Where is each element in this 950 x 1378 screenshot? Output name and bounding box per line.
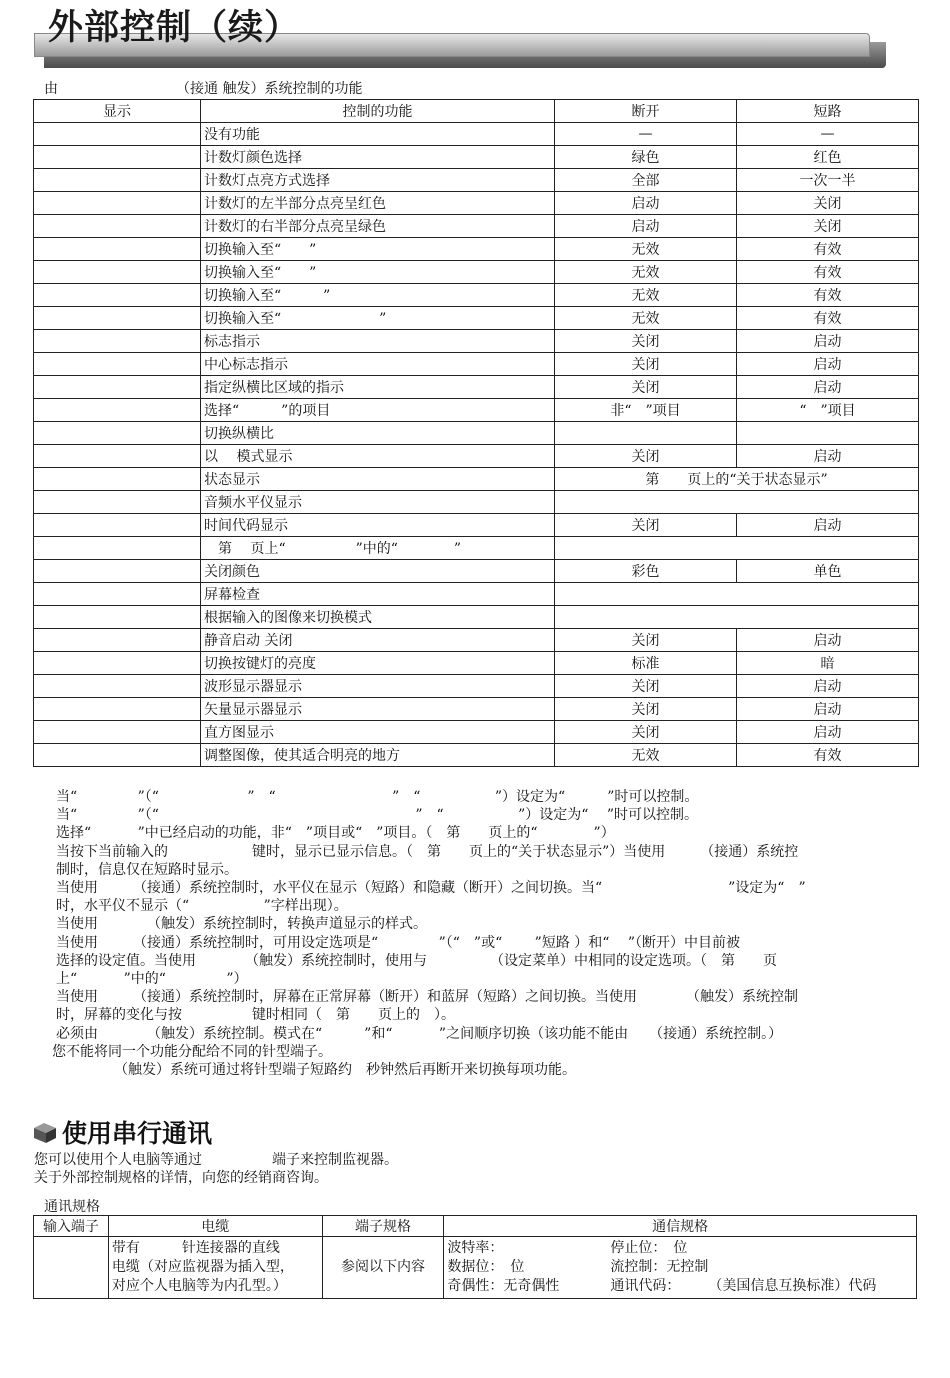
note-line: 当“ ”（“ ” “ ” “ ”）设定为“ ”时可以控制。 — [56, 789, 699, 805]
display-cell — [34, 284, 201, 307]
comm-item: 通讯代码： （美国信息互换标准）代码 — [610, 1278, 877, 1294]
function-cell: 根据输入的图像来切换模式 — [201, 606, 555, 629]
off-cell: 全部 — [555, 169, 737, 192]
note-line: 时，水平仪不显示（“ ”字样出现）。 — [56, 898, 348, 915]
off-cell: 关闭 — [555, 445, 737, 468]
on-cell: 一次一半 — [737, 169, 919, 192]
merged-cell — [555, 606, 919, 629]
note-line: 时，屏幕的变化与按 键时相同（ 第 页上的 ）。 — [56, 1007, 455, 1024]
function-cell: 矢量显示器显示 — [201, 698, 555, 721]
merged-cell — [555, 583, 919, 606]
table-row — [34, 491, 919, 514]
comm-line — [447, 1277, 913, 1296]
spec-col-comm: 通信规格 — [444, 1216, 917, 1237]
off-cell: 非“ ”项目 — [555, 399, 737, 422]
on-cell: 启动 — [737, 721, 919, 744]
function-cell: 屏幕检查 — [201, 583, 555, 606]
off-cell: 无效 — [555, 307, 737, 330]
off-cell: 启动 — [555, 192, 737, 215]
function-cell: 切换输入至“ ” — [201, 261, 555, 284]
display-cell — [34, 146, 201, 169]
spec-col-terminal: 端子规格 — [322, 1216, 444, 1237]
comm-item: 数据位： 位 — [447, 1259, 525, 1275]
note-line: 当按下当前输入的 键时，显示已显示信息。（ 第 页上的“关于状态显示”）当使用 （接通）系统控 — [56, 843, 799, 860]
function-cell: 状态显示 — [201, 468, 555, 491]
spec-col-cable: 电缆 — [108, 1216, 322, 1237]
on-cell — [737, 422, 919, 445]
display-cell — [34, 445, 201, 468]
note-line: 必须由 （触发）系统控制。模式在“ ”和“ ”之间顺序切换（该功能不能由 （接通）系统控制。） — [56, 1025, 783, 1042]
function-cell: 波形显示器显示 — [201, 675, 555, 698]
note-extra-1: 您不能将同一个功能分配给不同的针型端子。 — [52, 1043, 332, 1060]
function-cell: 切换纵横比 — [201, 422, 555, 445]
table-row — [34, 284, 919, 307]
cable-line: 对应个人电脑等为内孔型。） — [111, 1278, 287, 1294]
display-cell — [34, 376, 201, 399]
on-cell: 启动 — [737, 514, 919, 537]
function-cell: 计数灯颜色选择 — [201, 146, 555, 169]
col-header-on: 短路 — [737, 100, 919, 123]
display-cell — [34, 560, 201, 583]
table-row — [34, 169, 919, 192]
on-cell: 有效 — [737, 307, 919, 330]
note-line: 当使用 （接通）系统控制时，可用设定选项是“ ”（“ ”或“ ”短路 ）和“ ”（断开）中目前被 — [56, 934, 741, 951]
display-cell — [34, 629, 201, 652]
spec-row — [34, 1237, 917, 1299]
on-cell: 启动 — [737, 698, 919, 721]
comm-item: 流控制：无控制 — [610, 1259, 709, 1275]
table-row — [34, 261, 919, 284]
table-row — [34, 629, 919, 652]
section-title: 使用串行通讯 — [62, 1119, 213, 1148]
on-cell: 有效 — [737, 238, 919, 261]
note-line: 当使用 （接通）系统控制时，屏幕在正常屏幕（断开）和蓝屏（短路）之间切换。当使用 （触发）系统控制 — [56, 989, 798, 1006]
function-cell: 指定纵横比区域的指示 — [201, 376, 555, 399]
comm-line — [447, 1258, 913, 1277]
table-row — [34, 307, 919, 330]
table-row — [34, 353, 919, 376]
display-cell — [34, 744, 201, 767]
page-title: 外部控制（续） — [48, 8, 301, 48]
col-header-display: 显示 — [34, 100, 201, 123]
table-row — [34, 721, 919, 744]
note-line: 选择的设定值。当使用 （触发）系统控制时，使用与 （设定菜单）中相同的设定选项。（ 第 页 — [56, 952, 777, 969]
table-row — [34, 606, 919, 629]
comm-line — [447, 1239, 913, 1258]
off-cell: 无效 — [555, 744, 737, 767]
function-cell: 计数灯的右半部分点亮呈绿色 — [201, 215, 555, 238]
off-cell: 彩色 — [555, 560, 737, 583]
display-cell — [34, 468, 201, 491]
section-heading — [32, 1114, 212, 1150]
function-cell: 调整图像，使其适合明亮的地方 — [201, 744, 555, 767]
display-cell — [34, 583, 201, 606]
function-cell: 标志指示 — [201, 330, 555, 353]
display-cell — [34, 261, 201, 284]
display-cell — [34, 606, 201, 629]
display-cell — [34, 169, 201, 192]
section-paragraph — [34, 1151, 398, 1187]
note-line: 选择“ ”中已经启动的功能，非“ ”项目或“ ”项目。（ 第 页上的“ ”） — [56, 825, 615, 842]
off-cell: 关闭 — [555, 376, 737, 399]
on-cell: 启动 — [737, 330, 919, 353]
table-row — [34, 422, 919, 445]
display-cell — [34, 353, 201, 376]
display-cell — [34, 399, 201, 422]
off-cell: 关闭 — [555, 629, 737, 652]
table-row — [34, 376, 919, 399]
function-cell: 切换输入至“ ” — [201, 238, 555, 261]
function-cell: 计数灯点亮方式选择 — [201, 169, 555, 192]
note-line: 当使用 （接通）系统控制时，水平仪在显示（短路）和隐藏（断开）之间切换。当“ ”设定为“ ” — [56, 880, 806, 897]
cable-line: 带有 针连接器的直线 — [111, 1240, 280, 1256]
display-cell — [34, 721, 201, 744]
cube-icon — [32, 1121, 58, 1143]
on-cell: 有效 — [737, 284, 919, 307]
spec-header-row — [34, 1216, 917, 1237]
off-cell: 无效 — [555, 238, 737, 261]
col-header-function: 控制的功能 — [201, 100, 555, 123]
display-cell — [34, 698, 201, 721]
function-cell: 以 模式显示 — [201, 445, 555, 468]
table-row — [34, 238, 919, 261]
table-caption — [44, 78, 362, 98]
table-row — [34, 215, 919, 238]
off-cell: 关闭 — [555, 353, 737, 376]
function-cell: 没有功能 — [201, 123, 555, 146]
caption-text: （接通 触发）系统控制的功能 — [176, 81, 363, 97]
merged-cell: 第 页上的“关于状态显示” — [555, 468, 919, 491]
note-line: 上“ ”中的“ ”） — [56, 971, 248, 988]
on-cell: 启动 — [737, 675, 919, 698]
on-cell: 有效 — [737, 744, 919, 767]
display-cell — [34, 307, 201, 330]
on-cell: 关闭 — [737, 192, 919, 215]
function-cell: 计数灯的左半部分点亮呈红色 — [201, 192, 555, 215]
off-cell: 关闭 — [555, 330, 737, 353]
note-extra-2: （触发）系统可通过将针型端子短路约 秒钟然后再断开来切换每项功能。 — [114, 1062, 576, 1079]
spec-title: 通讯规格 — [44, 1199, 100, 1215]
on-cell: 启动 — [737, 376, 919, 399]
on-cell: “ ”项目 — [737, 399, 919, 422]
function-cell: 选择“ ”的项目 — [201, 399, 555, 422]
note-line: 当使用 （触发）系统控制时，转换声道显示的样式。 — [56, 916, 427, 933]
off-cell: 关闭 — [555, 721, 737, 744]
table-row — [34, 192, 919, 215]
on-cell: 关闭 — [737, 215, 919, 238]
off-cell: 无效 — [555, 284, 737, 307]
display-cell — [34, 238, 201, 261]
comm-item: 波特率： — [447, 1240, 504, 1256]
on-cell: 暗 — [737, 652, 919, 675]
table-row — [34, 744, 919, 767]
on-cell: 红色 — [737, 146, 919, 169]
off-cell: 标准 — [555, 652, 737, 675]
comm-item: 停止位： 位 — [610, 1240, 688, 1256]
display-cell — [34, 652, 201, 675]
off-cell: 关闭 — [555, 698, 737, 721]
merged-cell — [555, 491, 919, 514]
function-cell: 切换按键灯的亮度 — [201, 652, 555, 675]
on-cell: 启动 — [737, 353, 919, 376]
note-line: 制时，信息仅在短路时显示。 — [56, 861, 238, 878]
function-cell: 切换输入至“ ” — [201, 284, 555, 307]
function-table — [33, 99, 919, 767]
function-cell: 音频水平仪显示 — [201, 491, 555, 514]
on-cell: 有效 — [737, 261, 919, 284]
table-row — [34, 399, 919, 422]
function-cell: 关闭颜色 — [201, 560, 555, 583]
caption-prefix: 由 — [44, 81, 58, 97]
function-cell: 中心标志指示 — [201, 353, 555, 376]
spec-input-cell — [34, 1237, 109, 1299]
spec-comm-cell — [444, 1237, 917, 1299]
table-row — [34, 698, 919, 721]
page-header — [0, 0, 950, 80]
on-cell: 启动 — [737, 445, 919, 468]
spec-table — [33, 1215, 917, 1299]
display-cell — [34, 123, 201, 146]
table-row — [34, 583, 919, 606]
table-row — [34, 514, 919, 537]
function-cell: 第 页上“ ”中的“ ” — [201, 537, 555, 560]
off-cell: 关闭 — [555, 514, 737, 537]
display-cell — [34, 422, 201, 445]
off-cell: — — [555, 123, 737, 146]
display-cell — [34, 330, 201, 353]
display-cell — [34, 491, 201, 514]
display-cell — [34, 192, 201, 215]
note-line: 当“ ”（“ ” “ ”）设定为“ ”时可以控制。 — [56, 807, 699, 824]
table-row — [34, 146, 919, 169]
comm-item: 奇偶性：无奇偶性 — [447, 1278, 560, 1294]
cable-line: 电缆（对应监视器为插入型， — [111, 1259, 294, 1275]
display-cell — [34, 215, 201, 238]
table-row — [34, 468, 919, 491]
spec-terminal-cell: 参阅以下内容 — [322, 1237, 444, 1299]
merged-cell — [555, 537, 919, 560]
notes-block — [52, 788, 916, 1079]
on-cell: — — [737, 123, 919, 146]
function-cell: 时间代码显示 — [201, 514, 555, 537]
off-cell: 启动 — [555, 215, 737, 238]
table-row — [34, 560, 919, 583]
off-cell: 无效 — [555, 261, 737, 284]
table-row — [34, 123, 919, 146]
table-row — [34, 330, 919, 353]
on-cell: 启动 — [737, 629, 919, 652]
spec-cable-cell — [108, 1237, 322, 1299]
function-cell: 静音启动 关闭 — [201, 629, 555, 652]
off-cell — [555, 422, 737, 445]
display-cell — [34, 675, 201, 698]
table-row — [34, 445, 919, 468]
function-cell: 切换输入至“ ” — [201, 307, 555, 330]
para-line-1: 您可以使用个人电脑等通过 端子来控制监视器。 — [34, 1152, 398, 1168]
table-row — [34, 675, 919, 698]
display-cell — [34, 514, 201, 537]
off-cell: 关闭 — [555, 675, 737, 698]
table-header-row — [34, 100, 919, 123]
col-header-off: 断开 — [555, 100, 737, 123]
display-cell — [34, 537, 201, 560]
spec-col-input: 输入端子 — [34, 1216, 109, 1237]
function-cell: 直方图显示 — [201, 721, 555, 744]
off-cell: 绿色 — [555, 146, 737, 169]
table-row — [34, 652, 919, 675]
on-cell: 单色 — [737, 560, 919, 583]
para-line-2: 关于外部控制规格的详情，向您的经销商咨询。 — [34, 1170, 328, 1186]
table-row — [34, 537, 919, 560]
